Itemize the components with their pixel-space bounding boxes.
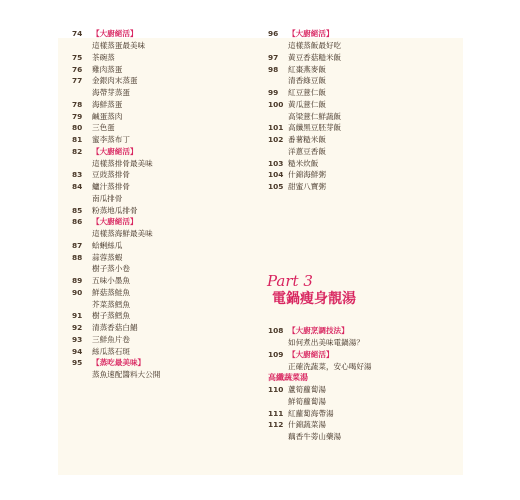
toc-entry — [72, 345, 160, 357]
entry-title: 茶碗蒸 — [92, 52, 115, 62]
part-label: Part 3 — [267, 272, 313, 290]
entry-title: 絲瓜蒸石斑 — [92, 346, 130, 356]
toc-entry — [268, 169, 341, 181]
page-number: 101 — [268, 123, 284, 133]
entry-title: 甜蜜八寶粥 — [288, 182, 326, 192]
toc-entry — [268, 146, 341, 158]
toc-entry — [268, 87, 341, 99]
entry-title: 豆豉蒸排骨 — [92, 170, 130, 180]
entry-title: 【大廚烹調技法】 — [288, 326, 349, 336]
toc-entry — [72, 52, 160, 64]
entry-title: 鮮筍蘿蔔湯 — [288, 396, 326, 406]
toc-entry — [268, 99, 341, 111]
entry-title: 黃瓜薏仁飯 — [288, 99, 326, 109]
page-number: 76 — [72, 64, 83, 74]
entry-title: 這樣蒸海鮮最美味 — [92, 229, 153, 239]
toc-entry — [268, 419, 372, 431]
page-number: 103 — [268, 158, 284, 168]
entry-title: 什錦蔬菜湯 — [288, 420, 326, 430]
toc-entry — [268, 40, 341, 52]
entry-title: 紅棗燕麥飯 — [288, 64, 326, 74]
entry-title: 清香綠豆飯 — [288, 76, 326, 86]
toc-entry — [268, 134, 341, 146]
toc-right-column — [268, 28, 341, 193]
page-number: 88 — [72, 252, 83, 262]
page-number: 84 — [72, 182, 83, 192]
toc-entry — [268, 75, 341, 87]
toc-entry — [72, 216, 160, 228]
entry-title: 【大廚絕活】 — [92, 217, 138, 227]
entry-title: 什錦海鮮粥 — [288, 170, 326, 180]
toc-entry — [72, 204, 160, 216]
toc-entry — [268, 337, 372, 349]
toc-entry — [72, 134, 160, 146]
toc-entry — [72, 157, 160, 169]
toc-entry — [72, 28, 160, 40]
entry-title: 黃豆香菇糙米飯 — [288, 52, 342, 62]
entry-title: 這樣蒸蛋最美味 — [92, 41, 146, 51]
section-toc-list — [268, 325, 372, 443]
toc-entry — [72, 263, 160, 275]
entry-title: 蒸魚速配醬料大公開 — [92, 370, 161, 380]
toc-entry — [72, 122, 160, 134]
entry-title: 【大廚絕活】 — [288, 349, 334, 359]
toc-entry — [72, 322, 160, 334]
entry-title: 雞肉蒸蛋 — [92, 64, 123, 74]
page-number: 99 — [268, 88, 279, 98]
entry-title: 這樣蒸排骨最美味 — [92, 158, 153, 168]
toc-entry — [72, 369, 160, 381]
toc-entry — [72, 110, 160, 122]
entry-title: 【蒸吃最美味】 — [92, 358, 146, 368]
toc-entry — [72, 40, 160, 52]
entry-title: 蜜李蒸布丁 — [92, 135, 130, 145]
entry-title: 金銀肉末蒸蛋 — [92, 76, 138, 86]
toc-entry — [268, 181, 341, 193]
page-number: 108 — [268, 326, 284, 336]
toc-entry — [268, 52, 341, 64]
toc-entry — [72, 146, 160, 158]
entry-title: 如何煮出美味電鍋湯？ — [288, 338, 364, 348]
entry-title: 鹹蛋蒸肉 — [92, 111, 123, 121]
toc-entry — [72, 240, 160, 252]
page-number: 93 — [72, 334, 83, 344]
toc-entry — [72, 251, 160, 263]
toc-entry — [72, 181, 160, 193]
toc-entry — [268, 325, 372, 337]
page-number: 102 — [268, 135, 284, 145]
entry-title: 粉蒸地瓜排骨 — [92, 205, 138, 215]
entry-title: 糙米炊飯 — [288, 158, 319, 168]
page-number: 110 — [268, 385, 284, 395]
toc-entry — [268, 396, 372, 408]
page-number: 85 — [72, 205, 83, 215]
toc-left-column — [72, 28, 160, 381]
page-number: 79 — [72, 111, 83, 121]
entry-title: 鱸汁蒸排骨 — [92, 182, 130, 192]
entry-title: 鮮菇蒸鮭魚 — [92, 287, 130, 297]
page-number: 98 — [268, 64, 279, 74]
toc-entry — [268, 110, 341, 122]
page-number: 75 — [72, 52, 83, 62]
entry-title: 【大廚絕活】 — [92, 146, 138, 156]
toc-entry — [72, 63, 160, 75]
toc-entry — [268, 407, 372, 419]
entry-title: 正確洗蔬菜，安心喝好湯 — [288, 361, 372, 371]
toc-entry — [268, 63, 341, 75]
page-number: 95 — [72, 358, 83, 368]
entry-title: 三鮮魚片卷 — [92, 334, 130, 344]
page-number: 100 — [268, 99, 284, 109]
entry-title: 【大廚絕活】 — [92, 29, 138, 39]
page-number: 82 — [72, 146, 83, 156]
page-number: 91 — [72, 311, 83, 321]
entry-title: 清蒸香菇白鯧 — [92, 323, 138, 333]
entry-title: 海鮮蒸蛋 — [92, 99, 123, 109]
entry-title: 樹子蒸小卷 — [92, 264, 130, 274]
toc-entry — [268, 360, 372, 372]
entry-title: 芥菜蒸鱈魚 — [92, 299, 130, 309]
entry-title: 三色蛋 — [92, 123, 115, 133]
page-number: 96 — [268, 29, 279, 39]
toc-entry — [72, 87, 160, 99]
entry-title: 番薯糙米飯 — [288, 135, 326, 145]
toc-entry — [72, 228, 160, 240]
toc-entry — [72, 275, 160, 287]
toc-entry — [72, 334, 160, 346]
page-number: 78 — [72, 99, 83, 109]
toc-entry — [72, 193, 160, 205]
toc-entry — [268, 157, 341, 169]
entry-title: 高纖黑豆胚芽飯 — [288, 123, 342, 133]
toc-entry — [72, 287, 160, 299]
page-number: 83 — [72, 170, 83, 180]
entry-title: 樹子蒸鱈魚 — [92, 311, 130, 321]
toc-entry — [72, 357, 160, 369]
toc-entry — [268, 372, 372, 384]
page-number: 104 — [268, 170, 284, 180]
toc-entry — [268, 431, 372, 443]
entry-title: 【大廚絕活】 — [288, 29, 334, 39]
entry-title: 藕香牛蒡山藥湯 — [288, 432, 342, 442]
entry-title: 紅蘿蔔海帶湯 — [288, 408, 334, 418]
toc-entry — [268, 349, 372, 361]
page-number: 90 — [72, 287, 83, 297]
page-number: 109 — [268, 349, 284, 359]
page-number: 89 — [72, 276, 83, 286]
toc-entry — [72, 75, 160, 87]
entry-title: 蒜蓉蒸蝦 — [92, 252, 123, 262]
page-number: 97 — [268, 52, 279, 62]
entry-title: 這樣蒸飯最好吃 — [288, 41, 342, 51]
page-number: 86 — [72, 217, 83, 227]
page-number: 112 — [268, 420, 284, 430]
toc-entry — [72, 99, 160, 111]
page-number: 105 — [268, 182, 284, 192]
page-number: 74 — [72, 29, 83, 39]
part-title: 電鍋瘦身靚湯 — [272, 291, 356, 307]
page-number: 111 — [268, 408, 284, 418]
page-number: 94 — [72, 346, 83, 356]
entry-title: 紅豆薏仁飯 — [288, 88, 326, 98]
entry-title: 海帶芽蒸蛋 — [92, 88, 130, 98]
page-number: 81 — [72, 135, 83, 145]
entry-title: 洋蔥豆香飯 — [288, 146, 326, 156]
entry-title: 五味小墨魚 — [92, 276, 130, 286]
toc-entry — [268, 384, 372, 396]
toc-entry — [72, 169, 160, 181]
page-number: 87 — [72, 240, 83, 250]
toc-entry — [268, 122, 341, 134]
page-number: 92 — [72, 323, 83, 333]
entry-title: 蛤蜊絲瓜 — [92, 240, 123, 250]
page-number: 80 — [72, 123, 83, 133]
toc-entry — [268, 28, 341, 40]
sub-heading: 高纖蔬菜湯 — [268, 373, 308, 383]
toc-entry — [72, 298, 160, 310]
entry-title: 南瓜排骨 — [92, 193, 123, 203]
toc-entry — [72, 310, 160, 322]
entry-title: 高梁薏仁鮮蔬飯 — [288, 111, 342, 121]
page-number: 77 — [72, 76, 83, 86]
entry-title: 蘆筍蘿蔔湯 — [288, 385, 326, 395]
